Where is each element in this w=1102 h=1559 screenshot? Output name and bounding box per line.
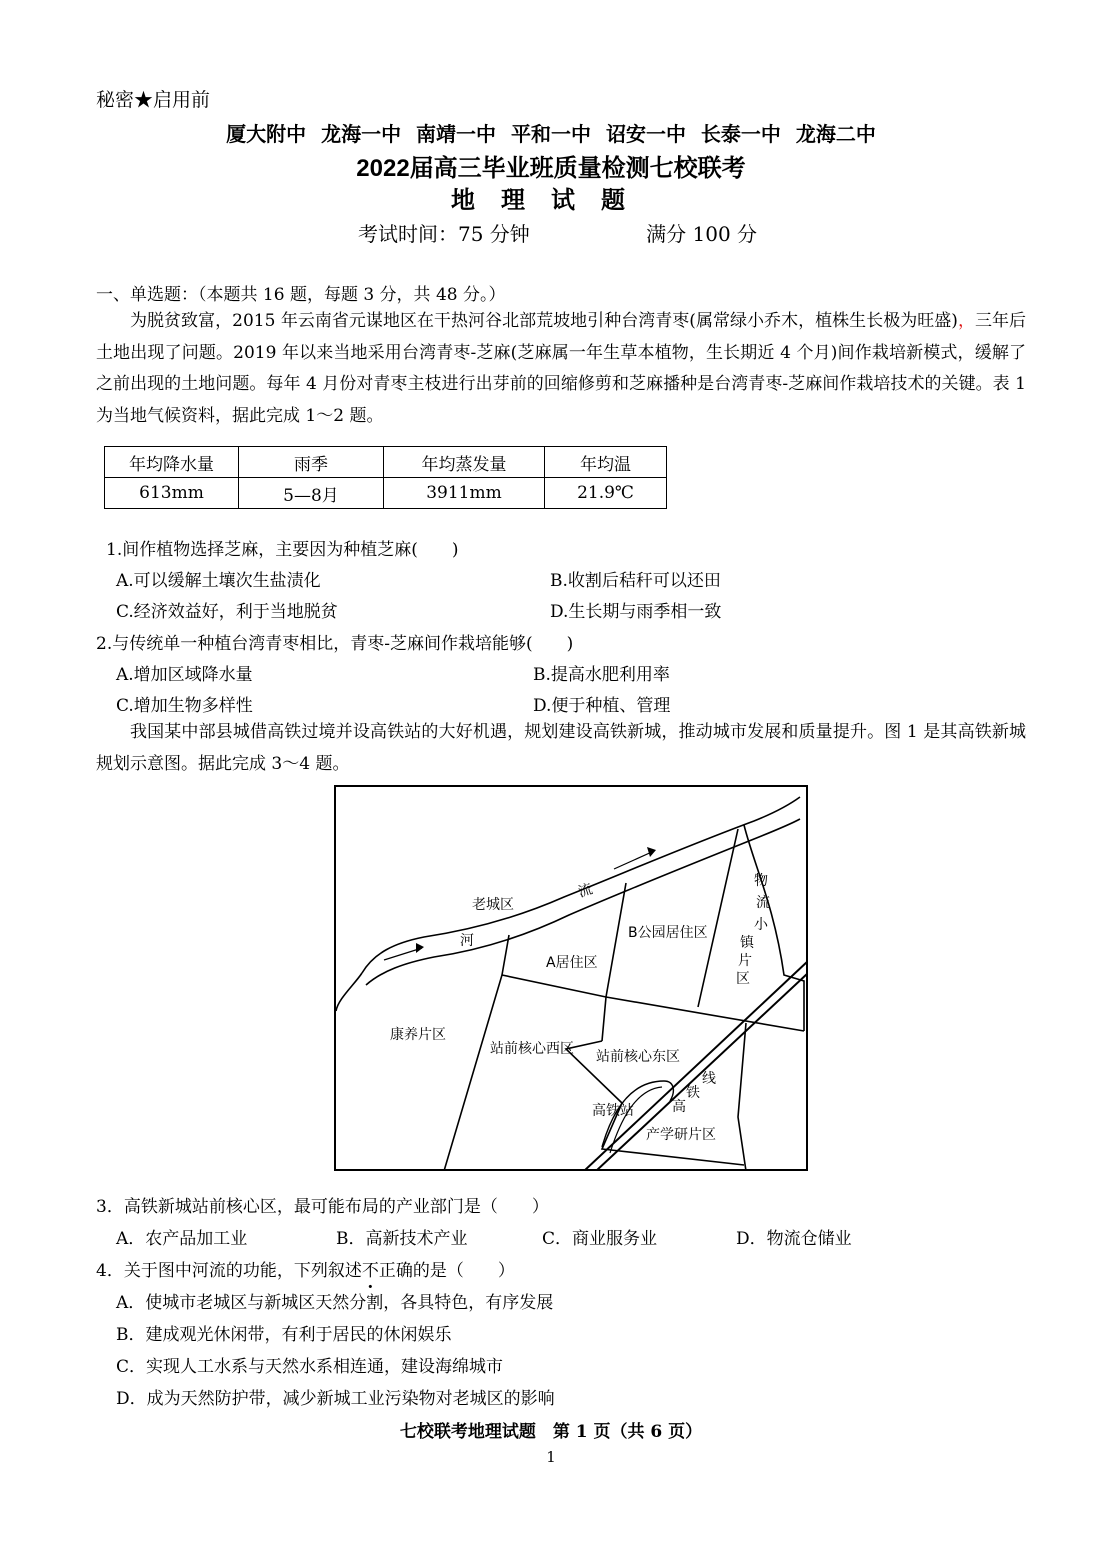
question-3-option-b: B．高新技术产业 — [336, 1229, 468, 1249]
map-label-hsr: 铁 — [686, 1085, 700, 1101]
table-cell: 21.9℃ — [545, 478, 667, 509]
map-label-industry: 产学研片区 — [646, 1127, 716, 1143]
passage-1-part1: 为脱贫致富，2015 年云南省元谋地区在干热河谷北部荒坡地引种台湾青枣(属常绿小乔木，植株生长极为旺盛) — [130, 311, 958, 331]
page-number: 1 — [546, 1448, 556, 1466]
climate-table — [104, 446, 667, 509]
table-header-cell: 年均降水量 — [105, 447, 239, 478]
section-heading: 一、单选题：（本题共 16 题，每题 3 分，共 48 分。） — [96, 285, 506, 305]
table-cell: 613mm — [105, 478, 239, 509]
question-3-option-a: A．农产品加工业 — [116, 1229, 248, 1249]
map-label-core-west: 站前核心西区 — [490, 1041, 574, 1057]
question-4-stem-post: 正确的是（ ） — [378, 1261, 515, 1281]
question-1-option-a: A.可以缓解土壤次生盐渍化 — [116, 571, 321, 591]
map-label-river: 河 — [460, 933, 474, 949]
page-footer: 七校联考地理试题 第 1 页（共 6 页） — [399, 1422, 703, 1442]
table-row — [105, 478, 667, 509]
question-2-stem: 2.与传统单一种植台湾青枣相比，青枣-芝麻间作栽培能够( ) — [96, 634, 574, 654]
subject-title: 地理试题 — [451, 185, 651, 214]
passage-1-red-comma: ， — [957, 311, 975, 331]
map-label-logistics: 镇 — [740, 935, 754, 951]
question-3-stem: 3．高铁新城站前核心区，最可能布局的产业部门是（ ） — [96, 1197, 549, 1217]
map-label-logistics: 流 — [756, 895, 770, 911]
passage-1 — [96, 306, 1026, 432]
question-4-stem-emphasis: 不 — [361, 1261, 379, 1281]
table-header-cell: 雨季 — [239, 447, 384, 478]
map-label-river: 流 — [576, 881, 595, 901]
map-label-station: 高铁站 — [592, 1103, 634, 1119]
map-label-hsr: 高 — [672, 1099, 686, 1115]
question-3-option-d: D．物流仓储业 — [736, 1229, 852, 1249]
passage-2: 我国某中部县城借高铁过境并设高铁站的大好机遇，规划建设高铁新城，推动城市发展和质量提升。图 1 是其高铁新城规划示意图。据此完成 3～4 题。 — [96, 722, 1026, 774]
question-4-stem — [96, 1256, 515, 1281]
school-list: 厦大附中 龙海一中 南靖一中 平和一中 诏安一中 长泰一中 龙海二中 — [226, 122, 876, 146]
question-2-option-c: C.增加生物多样性 — [116, 696, 253, 716]
map-label-logistics: 区 — [736, 971, 750, 987]
question-3-option-c: C．商业服务业 — [542, 1229, 658, 1249]
map-label-logistics: 片 — [738, 953, 752, 969]
question-4-option-b: B．建成观光休闲带，有利于居民的休闲娱乐 — [116, 1325, 452, 1345]
question-1-stem: 1.间作植物选择芝麻，主要因为种植芝麻( ) — [106, 540, 459, 560]
map-label-b-park: B公园居住区 — [628, 925, 708, 941]
passage-1-part2: 三年后土地出现了问题。2019 年以来当地采用台湾青枣-芝麻(芝麻属一年生草本植物，生长期近 4 个月)间作栽培新模式，缓解了之前出现的土地问题。每年 4 月份对青枣主枝进行出芽前的回缩修剪和芝麻播种是台湾青枣-芝麻间作栽培技术的关键。表 1 为当地气候资料，据此完成 1～2 题。 — [96, 311, 1027, 426]
table-header-cell: 年均温 — [545, 447, 667, 478]
table-cell: 3911mm — [384, 478, 545, 509]
secret-label: 秘密★启用前 — [96, 89, 211, 111]
question-2-option-b: B.提高水肥利用率 — [533, 665, 670, 685]
exam-info — [358, 218, 757, 247]
question-4-option-d: D．成为天然防护带，减少新城工业污染物对老城区的影响 — [116, 1389, 555, 1409]
question-2-option-d: D.便于种植、管理 — [533, 696, 671, 716]
question-4-stem-pre: 4．关于图中河流的功能，下列叙述 — [96, 1261, 362, 1281]
question-1-option-b: B.收割后秸秆可以还田 — [550, 571, 721, 591]
map-label-health: 康养片区 — [390, 1027, 446, 1043]
map-label-old-city: 老城区 — [472, 897, 514, 913]
full-score: 满分 100 分 — [646, 222, 758, 246]
map-label-logistics: 物 — [754, 873, 768, 889]
city-plan-map — [334, 785, 808, 1171]
table-header-cell: 年均蒸发量 — [384, 447, 545, 478]
question-1-option-c: C.经济效益好，利于当地脱贫 — [116, 602, 338, 622]
map-label-hsr: 线 — [702, 1071, 716, 1087]
exam-time: 考试时间：75 分钟 — [358, 222, 530, 246]
map-label-core-east: 站前核心东区 — [596, 1049, 680, 1065]
question-4-option-a: A．使城市老城区与新城区天然分割，各具特色，有序发展 — [116, 1293, 554, 1313]
map-label-a-residential: A居住区 — [546, 955, 598, 971]
question-4-option-c: C．实现人工水系与天然水系相连通，建设海绵城市 — [116, 1357, 504, 1377]
exam-title: 2022届高三毕业班质量检测七校联考 — [356, 155, 746, 182]
table-cell: 5—8月 — [239, 478, 384, 509]
question-2-option-a: A.增加区域降水量 — [116, 665, 253, 685]
map-label-logistics: 小 — [754, 917, 768, 933]
table-header-row — [105, 447, 667, 478]
question-1-option-d: D.生长期与雨季相一致 — [550, 602, 722, 622]
